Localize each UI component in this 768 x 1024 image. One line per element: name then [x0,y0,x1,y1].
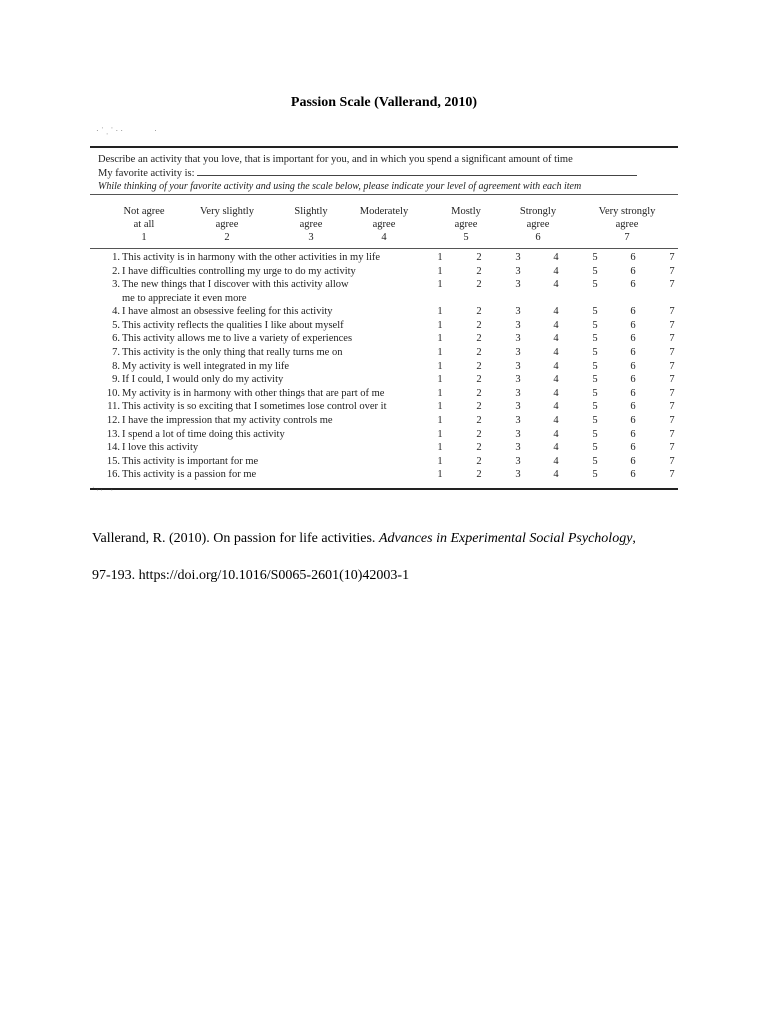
rating-option-2[interactable]: 2 [476,387,482,399]
rating-option-7[interactable]: 7 [669,387,675,399]
rating-option-5[interactable]: 5 [592,333,598,345]
rating-option-2[interactable]: 2 [476,279,482,291]
item-text-main: This activity is a passion for me [122,469,257,481]
scale-anchor-value: 4 [381,232,387,243]
favorite-activity-row [98,166,674,180]
scale-anchor-3 [271,205,351,244]
rating-option-5[interactable]: 5 [592,428,598,440]
rating-option-4[interactable]: 4 [553,374,559,386]
item-number: 6. [112,333,120,345]
item-text-main: If I could, I would only do my activity [122,374,284,386]
rating-option-4[interactable]: 4 [553,428,559,440]
item-number: 5. [112,319,120,331]
item-row-14 [90,441,678,455]
rating-option-4[interactable]: 4 [553,387,559,399]
scale-anchors [90,205,678,245]
rating-option-6[interactable]: 6 [630,428,636,440]
item-row-6 [90,332,678,346]
rating-option-5[interactable]: 5 [592,319,598,331]
rating-option-5[interactable]: 5 [592,387,598,399]
rating-option-5[interactable]: 5 [592,374,598,386]
scale-anchor-line1: Slightly [294,206,328,217]
scale-anchor-value: 7 [624,232,630,243]
item-row-4 [90,305,678,319]
rating-option-1[interactable]: 1 [437,374,443,386]
rating-option-5[interactable]: 5 [592,306,598,318]
rating-option-3[interactable]: 3 [515,333,521,345]
item-text-main: I love this activity [122,442,199,454]
scale-anchor-line2: agree [299,219,323,230]
rating-option-2[interactable]: 2 [476,469,482,481]
rating-option-4[interactable]: 4 [553,265,559,277]
item-text [122,278,422,305]
item-text-main: This activity is in harmony with the other activities in my life [122,252,381,263]
item-row-1 [90,251,678,265]
rating-option-7[interactable]: 7 [669,279,675,291]
item-row-15 [90,455,678,469]
rating-option-1[interactable]: 1 [437,428,443,440]
rating-option-6[interactable]: 6 [630,401,636,413]
rating-option-1[interactable]: 1 [437,442,443,454]
item-row-12 [90,414,678,428]
page-title: Passion Scale (Vallerand, 2010) [290,95,478,110]
divider-header [90,248,678,249]
rating-option-4[interactable]: 4 [553,347,559,358]
item-text [122,387,422,401]
rating-option-5[interactable]: 5 [592,469,598,481]
scale-anchor-7 [587,205,667,244]
rating-option-1[interactable]: 1 [437,306,443,318]
item-number: 15. [106,455,120,467]
rating-option-6[interactable]: 6 [630,265,636,277]
rating-option-1[interactable]: 1 [437,265,443,277]
rating-option-7[interactable]: 7 [669,319,675,331]
item-number: 12. [106,415,120,426]
rating-option-1[interactable]: 1 [437,401,443,413]
item-text [122,346,422,360]
rating-option-7[interactable]: 7 [669,428,675,440]
rating-option-6[interactable]: 6 [630,306,636,318]
rating-option-6[interactable]: 6 [630,252,636,263]
rating-option-5[interactable]: 5 [592,265,598,277]
item-number: 7. [112,347,120,358]
scan-artifact-marks: · ˈ ˌ ˈ · · · [96,126,157,135]
rating-option-1[interactable]: 1 [437,252,443,263]
rating-option-2[interactable]: 2 [476,252,482,263]
passion-scale-table [90,146,678,490]
item-text-main: I spend a lot of time doing this activity [122,428,285,440]
scale-anchor-line1: Strongly [519,206,557,217]
rating-instruction: While thinking of your favorite activity and using the scale below, please indicate your level of agreement with each item [98,181,582,192]
rating-option-7[interactable]: 7 [669,401,675,413]
rating-option-3[interactable]: 3 [515,252,521,263]
rating-option-2[interactable]: 2 [476,347,482,358]
rating-option-7[interactable]: 7 [669,469,675,481]
citation-line-1 [92,530,712,548]
rating-option-6[interactable]: 6 [630,415,636,426]
item-row-9 [90,373,678,387]
favorite-activity-blank [197,166,637,176]
scale-anchor-6 [498,205,578,244]
item-number: 8. [112,360,120,372]
item-row-16 [90,468,678,482]
rating-option-7[interactable]: 7 [669,347,675,358]
rating-option-1[interactable]: 1 [437,319,443,331]
item-row-7 [90,346,678,360]
rating-option-3[interactable]: 3 [515,306,521,318]
rating-option-6[interactable]: 6 [630,455,636,467]
rating-option-4[interactable]: 4 [553,279,559,291]
scale-anchor-line1: Moderately [359,206,409,217]
scale-anchor-line2: agree [454,219,478,230]
item-number: 9. [112,374,120,386]
rating-option-6[interactable]: 6 [630,319,636,331]
rating-option-3[interactable]: 3 [515,360,521,372]
item-number: 4. [112,306,120,318]
item-row-2 [90,265,678,279]
item-text-main: I have difficulties controlling my urge to do my activity [122,265,356,277]
scale-anchor-value: 1 [141,232,147,243]
scale-anchor-line2: agree [526,219,550,230]
rating-option-4[interactable]: 4 [553,442,559,454]
rating-option-7[interactable]: 7 [669,374,675,386]
item-text-main: My activity is well integrated in my life [122,360,290,372]
rating-option-7[interactable]: 7 [669,455,675,467]
scale-anchor-value: 6 [535,232,541,243]
citation-journal: Advances in Experimental Social Psychology [378,531,633,546]
rating-option-3[interactable]: 3 [515,442,521,454]
rating-option-6[interactable]: 6 [630,374,636,386]
scale-anchor-line1: Very slightly [200,206,254,217]
rating-option-3[interactable]: 3 [515,469,521,481]
rating-option-1[interactable]: 1 [437,347,443,358]
rating-option-3[interactable]: 3 [515,279,521,291]
scale-anchor-value: 3 [308,232,314,243]
item-number: 16. [106,469,120,481]
item-text-main: I have almost an obsessive feeling for this activity [122,306,333,318]
item-text [122,414,422,428]
describe-instruction: Describe an activity that you love, that is important for you, and in which you spend a significant amount of time [98,154,573,165]
scale-anchor-2 [187,205,267,244]
item-text [122,400,422,414]
rating-option-6[interactable]: 6 [630,333,636,345]
rating-option-5[interactable]: 5 [592,442,598,454]
item-text [122,428,422,442]
rating-option-6[interactable]: 6 [630,360,636,372]
rating-option-1[interactable]: 1 [437,469,443,481]
rating-option-4[interactable]: 4 [553,469,559,481]
item-number: 2. [112,265,120,277]
rating-option-3[interactable]: 3 [515,401,521,413]
rating-option-3[interactable]: 3 [515,265,521,277]
scale-anchor-5 [426,205,506,244]
item-number: 10. [106,387,120,399]
item-row-3 [90,278,678,304]
rating-option-2[interactable]: 2 [476,374,482,386]
rating-option-3[interactable]: 3 [515,319,521,331]
item-text [122,468,422,482]
item-number: 1. [112,252,120,263]
rating-option-1[interactable]: 1 [437,387,443,399]
rating-option-5[interactable]: 5 [592,360,598,372]
scale-anchor-value: 5 [463,232,469,243]
item-text [122,455,422,469]
rating-option-4[interactable]: 4 [553,360,559,372]
citation-line-2: 97-193. https://doi.org/10.1016/S0065-2601(10)42003-1 [92,568,410,583]
rating-option-7[interactable]: 7 [669,442,675,454]
instructions [98,153,674,193]
item-text-main: This activity is so exciting that I sometimes lose control over it [122,401,387,413]
scale-anchor-line1: Mostly [451,206,481,217]
rating-option-5[interactable]: 5 [592,455,598,467]
scale-anchor-line2: at all [133,219,155,230]
item-text [122,265,422,279]
item-number: 11. [107,401,120,413]
citation-authors: Vallerand, R. (2010). On passion for life activities. [92,531,379,546]
scale-anchor-line1: Not agree [123,206,165,217]
rating-option-1[interactable]: 1 [437,415,443,426]
scale-anchor-1 [104,205,184,244]
rating-option-2[interactable]: 2 [476,428,482,440]
rating-option-5[interactable]: 5 [592,415,598,426]
favorite-activity-label: My favorite activity is: [98,168,195,179]
rating-option-2[interactable]: 2 [476,360,482,372]
item-text-continuation: me to appreciate it even more [122,292,247,304]
rating-option-3[interactable]: 3 [515,455,521,467]
rating-option-1[interactable]: 1 [437,455,443,467]
rating-option-7[interactable]: 7 [669,333,675,345]
item-text [122,441,422,455]
scale-anchor-4 [344,205,424,244]
item-row-5 [90,319,678,333]
rating-option-3[interactable]: 3 [515,347,521,358]
rating-option-2[interactable]: 2 [476,333,482,345]
item-text [122,332,422,346]
item-number: 3. [112,279,120,291]
item-text [122,251,422,265]
rating-option-1[interactable]: 1 [437,360,443,372]
rating-option-5[interactable]: 5 [592,347,598,358]
rating-option-2[interactable]: 2 [476,265,482,277]
rating-option-6[interactable]: 6 [630,279,636,291]
item-text [122,319,422,333]
divider-top [90,194,678,195]
item-text-main: This activity is important for me [122,455,259,467]
rating-option-4[interactable]: 4 [553,333,559,345]
item-text [122,373,422,387]
rating-option-6[interactable]: 6 [630,469,636,481]
item-text-main: I have the impression that my activity controls me [122,415,333,426]
scale-anchor-line2: agree [615,219,639,230]
rating-option-7[interactable]: 7 [669,415,675,426]
item-number: 14. [106,442,120,454]
scale-anchor-line2: agree [215,219,239,230]
scan-artifact-marks-bottom: ˈ · · · [92,487,113,494]
rating-option-7[interactable]: 7 [669,265,675,277]
rating-option-2[interactable]: 2 [476,442,482,454]
rating-option-1[interactable]: 1 [437,333,443,345]
item-text-main: The new things that I discover with this activity allow [122,279,349,291]
rating-option-4[interactable]: 4 [553,319,559,331]
rating-option-2[interactable]: 2 [476,319,482,331]
rating-option-2[interactable]: 2 [476,306,482,318]
rating-option-6[interactable]: 6 [630,442,636,454]
item-row-11 [90,400,678,414]
rating-option-5[interactable]: 5 [592,252,598,263]
item-text-main: My activity is in harmony with other things that are part of me [122,387,385,399]
item-text [122,360,422,374]
scale-anchor-line2: agree [372,219,396,230]
item-number: 13. [106,428,120,440]
rating-option-4[interactable]: 4 [553,401,559,413]
rating-option-1[interactable]: 1 [437,279,443,291]
rating-option-3[interactable]: 3 [515,428,521,440]
rating-option-4[interactable]: 4 [553,252,559,263]
rating-option-3[interactable]: 3 [515,387,521,399]
rating-option-2[interactable]: 2 [476,415,482,426]
rating-option-7[interactable]: 7 [669,360,675,372]
scale-anchor-value: 2 [224,232,230,243]
rating-option-2[interactable]: 2 [476,455,482,467]
rating-option-6[interactable]: 6 [630,347,636,358]
scale-anchor-line1: Very strongly [598,206,656,217]
rating-option-6[interactable]: 6 [630,387,636,399]
rating-option-7[interactable]: 7 [669,306,675,318]
rating-option-3[interactable]: 3 [515,374,521,386]
rating-option-4[interactable]: 4 [553,415,559,426]
rating-option-4[interactable]: 4 [553,455,559,467]
rating-option-7[interactable]: 7 [669,252,675,263]
rating-option-2[interactable]: 2 [476,401,482,413]
item-row-10 [90,387,678,401]
item-row-13 [90,428,678,442]
rating-option-5[interactable]: 5 [592,279,598,291]
item-text [122,305,422,319]
item-text-main: This activity reflects the qualities I like about myself [122,319,344,331]
rating-option-4[interactable]: 4 [553,306,559,318]
item-text-main: This activity allows me to live a variety of experiences [122,333,353,345]
rating-option-3[interactable]: 3 [515,415,521,426]
citation-punct: , [632,531,636,546]
item-text-main: This activity is the only thing that really turns me on [122,347,343,358]
rating-option-5[interactable]: 5 [592,401,598,413]
item-row-8 [90,360,678,374]
